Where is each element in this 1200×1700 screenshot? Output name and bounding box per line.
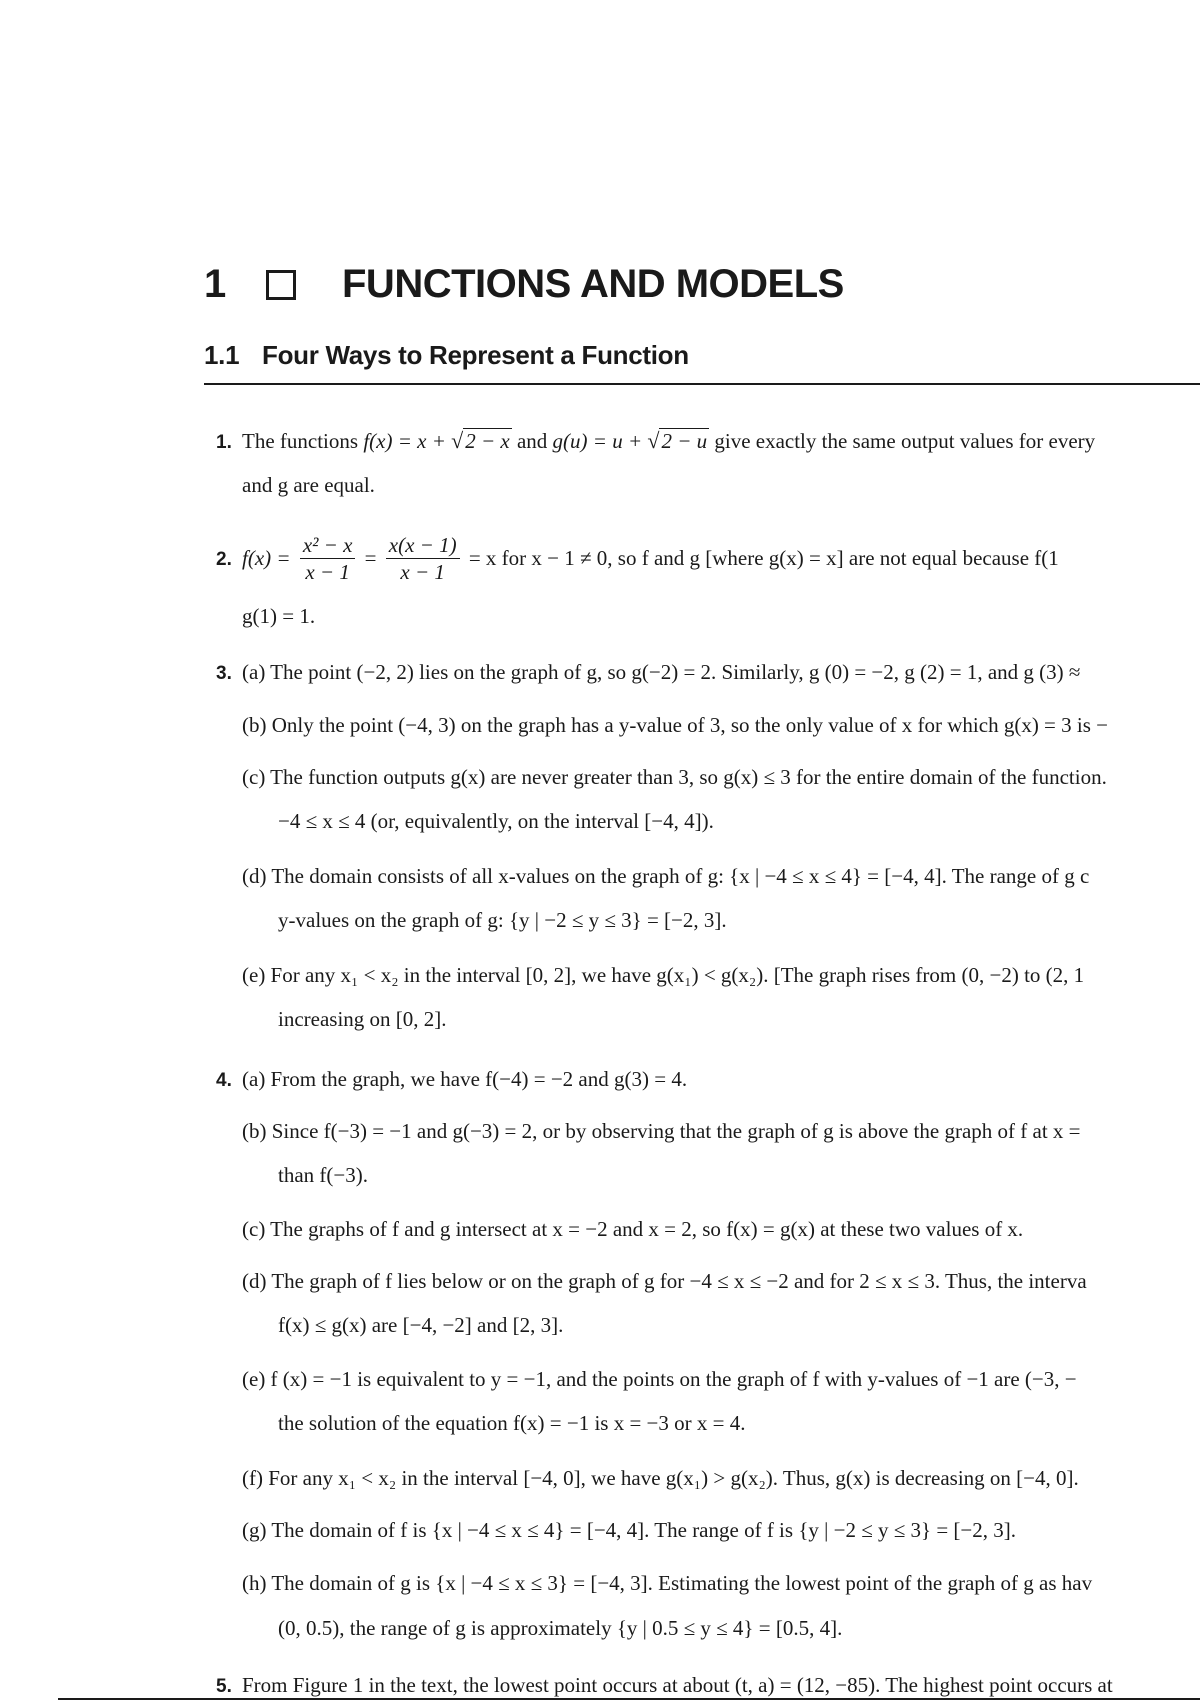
chapter-title: FUNCTIONS AND MODELS: [342, 261, 844, 306]
problem-2-fraction-2: [386, 532, 460, 585]
problem-2-line-2: g(1) = 1.: [242, 604, 316, 628]
problem-2-text-b: = x for x − 1 ≠ 0, so f and g [where g(x) = x] are not equal because f(1: [463, 546, 1059, 570]
problem-4-part-b-line-1: (b) Since f(−3) = −1 and g(−3) = 2, or by observing that the graph of g is above the graph of f at x =: [242, 1119, 1081, 1143]
problem-1-line-2: and g are equal.: [242, 473, 375, 497]
fraction-2-numerator: x(x − 1): [386, 532, 460, 559]
problem-5-number: 5.: [216, 1676, 232, 1697]
problem-2-number: 2.: [216, 549, 232, 570]
problem-2-equals: =: [359, 546, 382, 570]
section-rule: [204, 383, 1200, 385]
problem-1-text-e: give exactly the same output values for every: [709, 429, 1096, 453]
problem-4-part-e-line-1: (e) f (x) = −1 is equivalent to y = −1, and the points on the graph of f with y-values of −1 are (−3, −: [242, 1367, 1077, 1391]
problem-2-fraction-1: [300, 532, 356, 585]
problem-3-part-c-line-2: −4 ≤ x ≤ 4 (or, equivalently, on the interval [−4, 4]).: [278, 809, 714, 833]
section-title: Four Ways to Represent a Function: [262, 340, 689, 370]
problem-5-text: From Figure 1 in the text, the lowest point occurs at about (t, a) = (12, −85). The highest point occurs at: [242, 1673, 1113, 1697]
fraction-2-denominator: x − 1: [400, 559, 445, 584]
problem-4-part-g: (g) The domain of f is {x | −4 ≤ x ≤ 4} = [−4, 4]. The range of f is {y | −2 ≤ y ≤ 3} = [−2, 3].: [242, 1518, 1016, 1542]
problem-2-text-a: f(x) =: [242, 546, 296, 570]
problem-4-part-h-line-2: (0, 0.5), the range of g is approximately {y | 0.5 ≤ y ≤ 4} = [0.5, 4].: [278, 1616, 843, 1640]
fraction-1-numerator: x² − x: [300, 532, 356, 559]
chapter-number: 1: [204, 261, 226, 306]
sqrt-icon: √: [451, 428, 464, 453]
problem-4-part-f: (f) For any x₁ < x₂ in the interval [−4, 0], we have g(x₁) > g(x₂). Thus, g(x) is decreasing on [−4, 0].: [242, 1466, 1079, 1490]
problem-1-sqrt-f: [451, 426, 512, 456]
fraction-1-denominator: x − 1: [305, 559, 350, 584]
problem-1-radicand-f: 2 − x: [465, 429, 510, 453]
problem-1-line-1: [216, 426, 1095, 456]
problem-1-radicand-g: 2 − u: [661, 429, 708, 453]
problem-1-g-def: g(u) = u +: [552, 429, 648, 453]
problem-2-line-1: [216, 528, 1059, 588]
problem-3-part-e-line-1: (e) For any x₁ < x₂ in the interval [0, 2], we have g(x₁) < g(x₂). [The graph rises from (0, −2) to (2, 1: [242, 963, 1085, 987]
problem-3-part-b: (b) Only the point (−4, 3) on the graph has a y-value of 3, so the only value of x for which g(x) = 3 is −: [242, 713, 1109, 737]
section-heading: [204, 340, 689, 371]
problem-4-part-d-line-2: f(x) ≤ g(x) are [−4, −2] and [2, 3].: [278, 1313, 564, 1337]
problem-4-part-h-line-1: (h) The domain of g is {x | −4 ≤ x ≤ 3} = [−4, 3]. Estimating the lowest point of the graph of g as hav: [242, 1571, 1093, 1595]
problem-3-part-d-line-2: y-values on the graph of g: {y | −2 ≤ y ≤ 3} = [−2, 3].: [278, 908, 727, 932]
problem-3-line-a: [216, 657, 1080, 687]
problem-4-part-c: (c) The graphs of f and g intersect at x = −2 and x = 2, so f(x) = g(x) at these two values of x.: [242, 1217, 1024, 1241]
problem-4-part-e-line-2: the solution of the equation f(x) = −1 is x = −3 or x = 4.: [278, 1411, 746, 1435]
problem-3-part-d-line-1: (d) The domain consists of all x-values on the graph of g: {x | −4 ≤ x ≤ 4} = [−4, 4]. The range of g c: [242, 864, 1090, 888]
problem-3-part-a: (a) The point (−2, 2) lies on the graph of g, so g(−2) = 2. Similarly, g (0) = −2, g (2) = 1, and g (3) ≈: [242, 660, 1081, 684]
chapter-box-icon: [266, 270, 296, 300]
problem-1-text-c: and: [511, 429, 553, 453]
problem-4-line-a: [216, 1064, 687, 1094]
problem-3-part-e-line-2: increasing on [0, 2].: [278, 1007, 447, 1031]
section-number: 1.1: [204, 340, 240, 370]
problem-5-line-1: [216, 1670, 1113, 1700]
problem-4-part-d-line-1: (d) The graph of f lies below or on the graph of g for −4 ≤ x ≤ −2 and for 2 ≤ x ≤ 3. Thus, the interva: [242, 1269, 1087, 1293]
problem-3-number: 3.: [216, 663, 232, 684]
problem-4-number: 4.: [216, 1070, 232, 1091]
problem-1-number: 1.: [216, 432, 232, 453]
problem-3-part-c-line-1: (c) The function outputs g(x) are never greater than 3, so g(x) ≤ 3 for the entire domain of the function.: [242, 765, 1107, 789]
problem-1-text-a: The functions: [242, 429, 364, 453]
problem-1-sqrt-g: [647, 426, 709, 456]
sqrt-icon: √: [647, 428, 660, 453]
problem-4-part-b-line-2: than f(−3).: [278, 1163, 368, 1187]
problem-4-part-a: (a) From the graph, we have f(−4) = −2 and g(3) = 4.: [242, 1067, 688, 1091]
problem-1-f-def: f(x) = x +: [363, 429, 452, 453]
chapter-heading: [204, 258, 844, 310]
